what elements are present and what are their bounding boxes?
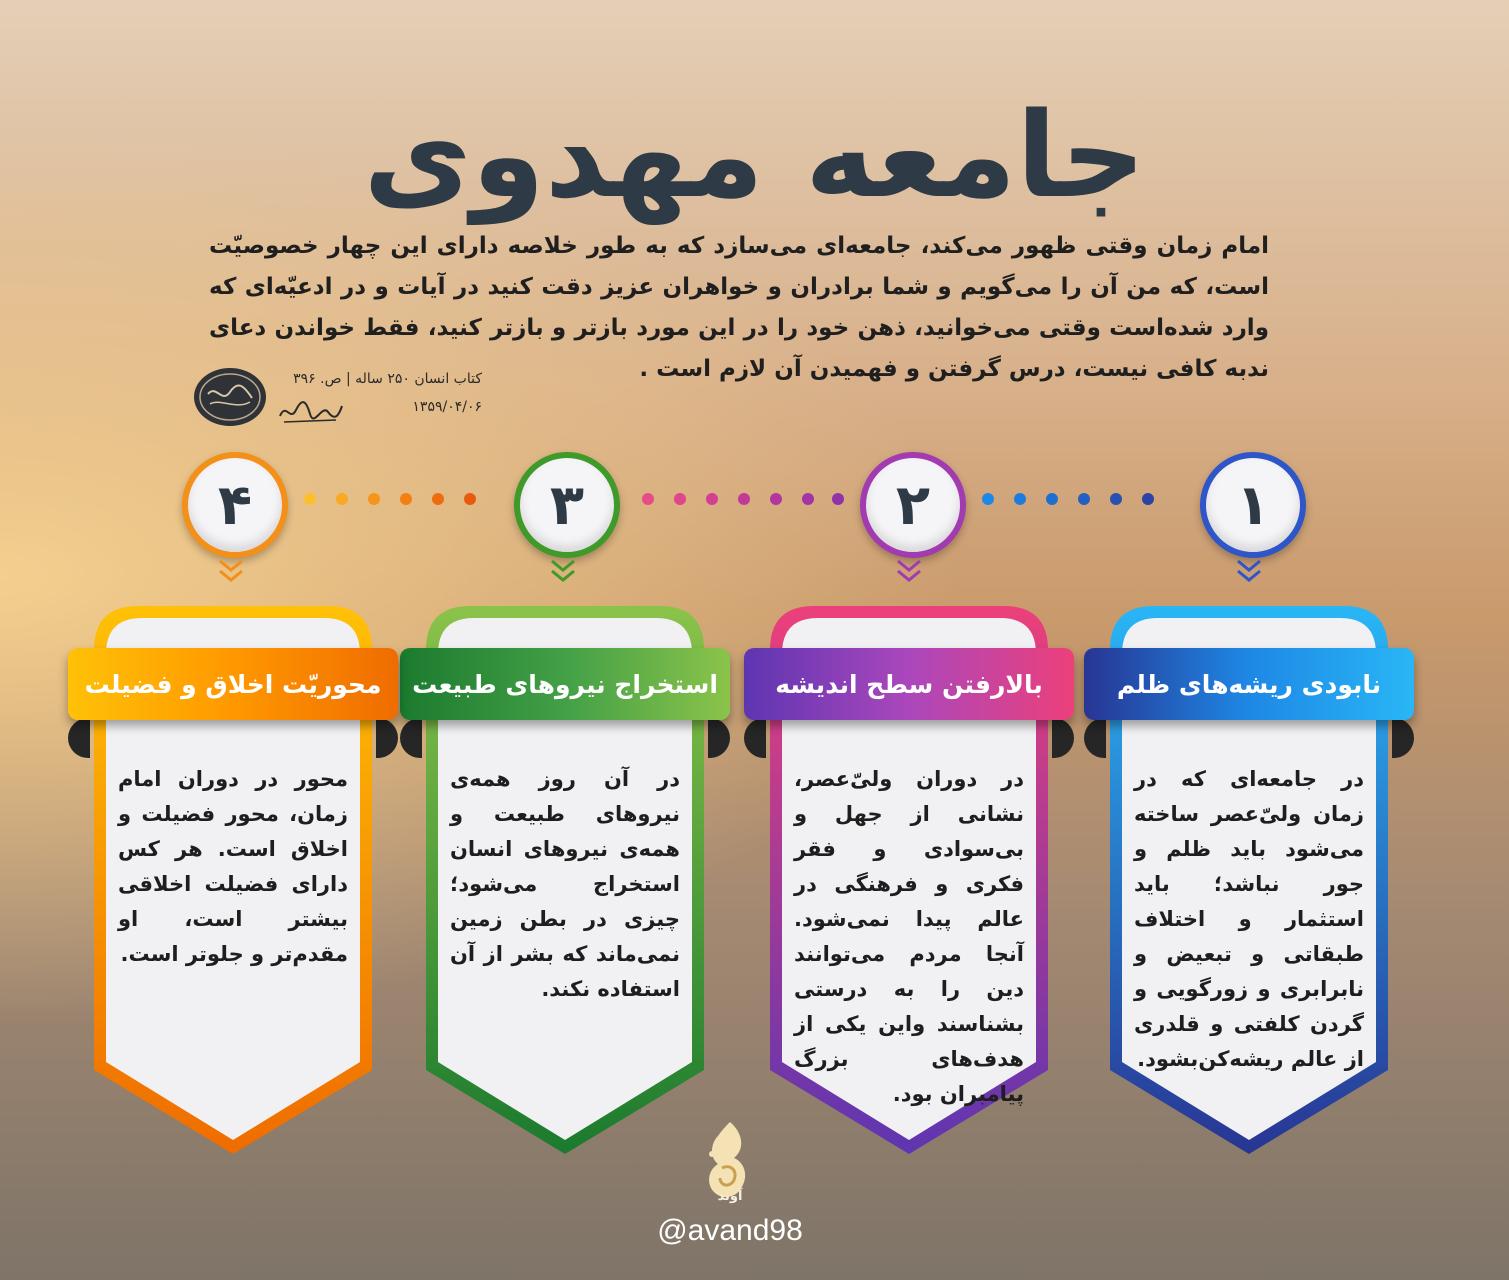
- step-4-text: محور در دوران امام زمان، محور فضیلت و اخلاق است. هر کس دارای فضیلت اخلاقی بیشتر است، او مقدم‌تر و جلوتر است.: [118, 767, 348, 966]
- connector-dot: [770, 493, 782, 505]
- banner-fold-right: [376, 718, 398, 758]
- connector-dot: [832, 493, 844, 505]
- step-1-card: [1104, 600, 1394, 1160]
- intro-paragraph: امام زمان وقتی ظهور می‌کند، جامعه‌ای می‌سازد که به طور خلاصه دارای این چهار خصوصیّت است، که من آن را می‌گویم و شما برادران و خواهران عزیز دقت کنید در آیات و در ادعیّه‌ای که وارد شده‌است وقتی می‌خوانید، ذهن خود را در این مورد بازتر و بازتر کنید، فقط خواندن دعای ندبه کافی نیست، درس گرفتن و فهمیدن آن لازم است .: [209, 233, 1269, 382]
- step-4-number: [182, 452, 288, 558]
- banner-fold-left: [400, 718, 422, 758]
- step-2-text: در دوران ولیّ‌عصر، نشانی از جهل و بی‌سوادی و فقر فکری و فرهنگی در عالم پیدا نمی‌شود. آنجا مردم می‌توانند دین را به درستی بشناسند واین یکی از هدف‌های بزرگ پیامبران بود.: [794, 767, 1024, 1106]
- connector-dot: [368, 493, 380, 505]
- connector-dot: [1046, 493, 1058, 505]
- step-2-number: [860, 452, 966, 558]
- step-4-title-label: محوریّت اخلاق و فضیلت: [84, 669, 382, 699]
- brand-logo-text: آوند: [717, 1189, 743, 1204]
- step-3-title: [400, 648, 730, 720]
- banner-fold-left: [68, 718, 90, 758]
- step-1-text: در جامعه‌ای که در زمان ولیّ‌عصر ساخته می‌شود باید ظلم و جور نباشد؛ باید استثمار و اختلاف طبقاتی و تبعیض و نابرابری و زورگویی و گردن کلفتی و قلدری از عالم ریشه‌کن‌بشود.: [1134, 767, 1364, 1071]
- chevron-down-icon: [1232, 555, 1266, 589]
- connector-dot: [642, 493, 654, 505]
- step-1-number: [1200, 452, 1306, 558]
- connector-dot: [1014, 493, 1026, 505]
- page-title: جامعه مهدوی: [363, 86, 1146, 224]
- banner-fold-right: [708, 718, 730, 758]
- step-2-number-label: ۲: [895, 472, 931, 538]
- banner-fold-right: [1392, 718, 1414, 758]
- source-book: کتاب انسان ۲۵۰ ساله | ص. ۳۹۶: [293, 371, 482, 387]
- brand-handle: @avand98: [657, 1214, 803, 1247]
- step-2-title: [744, 648, 1074, 720]
- source-date: ۱۳۵۹/۰۴/۰۶: [412, 399, 482, 415]
- connector-1-2: [978, 493, 1178, 507]
- step-2-card: [764, 600, 1054, 1160]
- chevron-down-icon: [546, 555, 580, 589]
- connector-dot: [304, 493, 316, 505]
- banner-fold-left: [1084, 718, 1106, 758]
- connector-dot: [400, 493, 412, 505]
- step-4-title: [68, 648, 398, 720]
- connector-dot: [464, 493, 476, 505]
- step-3-number: [514, 452, 620, 558]
- step-2-title-label: بالارفتن سطح اندیشه: [775, 669, 1043, 699]
- step-3-title-label: استخراج نیروهای طبیعت: [412, 669, 718, 699]
- step-3-text: در آن روز همه‌ی نیروهای طبیعت و همه‌ی نیروهای انسان استخراج می‌شود؛ چیزی در بطن زمین نمی‌ماند که بشر از آن استفاده نکند.: [450, 767, 680, 1001]
- seal-icon: [192, 366, 268, 428]
- connector-dot: [432, 493, 444, 505]
- connector-dot: [1142, 493, 1154, 505]
- connector-dot: [1110, 493, 1122, 505]
- step-1-title-label: نابودی ریشه‌های ظلم: [1116, 669, 1382, 699]
- connector-dot: [982, 493, 994, 505]
- connector-dot: [674, 493, 686, 505]
- chevron-down-icon: [214, 555, 248, 589]
- banner-fold-right: [1052, 718, 1074, 758]
- connector-dot: [706, 493, 718, 505]
- step-4-card: [84, 600, 382, 1160]
- step-1-title: [1084, 648, 1414, 720]
- signature-icon: [276, 392, 346, 428]
- connector-dot: [738, 493, 750, 505]
- step-3-card: [412, 600, 718, 1160]
- step-1-number-label: ۱: [1235, 472, 1271, 538]
- step-4-number-label: ۴: [217, 472, 253, 538]
- connector-dot: [1078, 493, 1090, 505]
- connector-2-3: [638, 493, 848, 507]
- connector-dot: [802, 493, 814, 505]
- banner-fold-left: [744, 718, 766, 758]
- connector-3-4: [300, 493, 510, 507]
- chevron-down-icon: [892, 555, 926, 589]
- step-3-number-label: ۳: [549, 472, 585, 538]
- connector-dot: [336, 493, 348, 505]
